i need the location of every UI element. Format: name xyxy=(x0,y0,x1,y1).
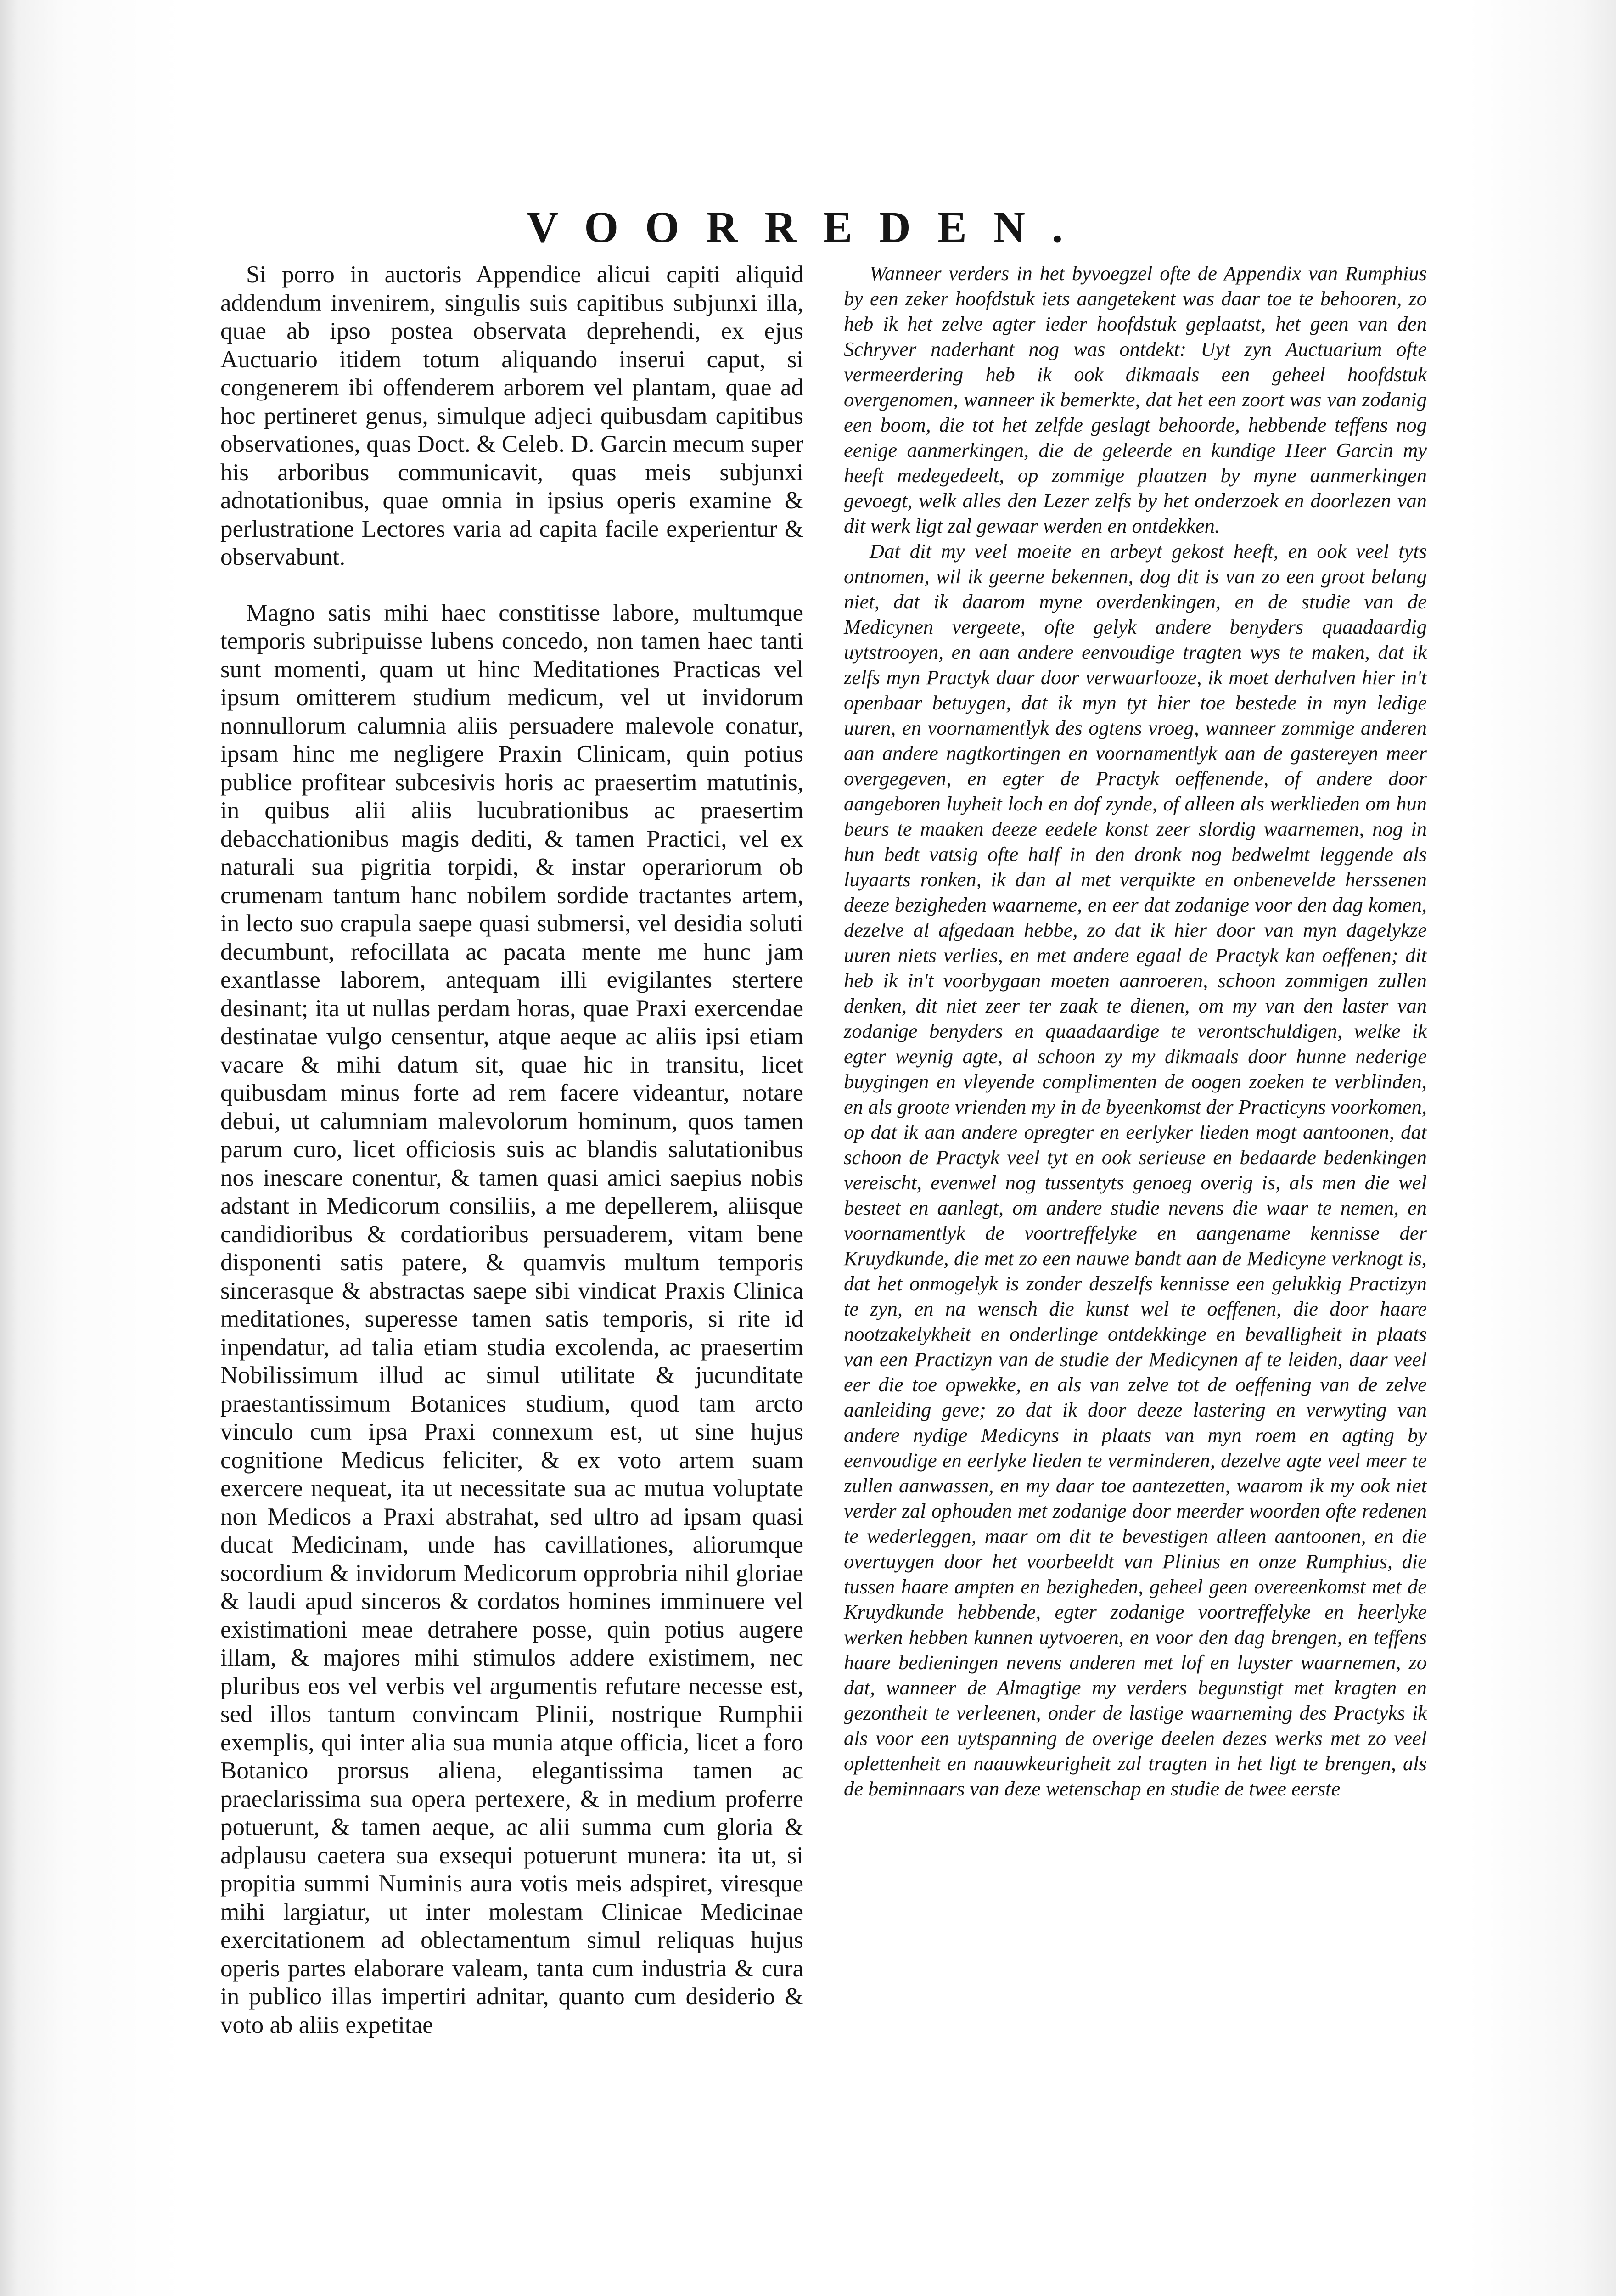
page-title: VOORREDEN. xyxy=(526,203,1090,252)
latin-column xyxy=(220,261,803,2296)
dutch-paragraph-1: Wanneer verders in het byvoegzel ofte de Appendix van Rumphius by een zeker hoofdstuk iets aangetekent was daar toe te behooren, zo heb ik het zelve agter ieder hoofdstuk geplaatst, het geen van den Schryver naderhant nog was ontdekt: Uyt zyn Auctuarium ofte vermeerdering heb ik ook dikmaals een geheel hoofdstuk overgenomen, wanneer ik bemerkte, dat het een zoort was van zodanig een boom, die tot het zelfde geslagt behoorde, hebbende teffens nog eenige aanmerkingen, die de geleerde en kundige Heer Garcin my heeft medegedeelt, op zommige plaatzen by myne aanmerkingen gevoegt, welk alles den Lezer zelfs by het onderzoek en doorlezen van dit werk ligt zal gewaar werden en ontdekken. xyxy=(844,262,1427,537)
dutch-paragraph-2: Dat dit my veel moeite en arbeyt gekost heeft, en ook veel tyts ontnomen, wil ik geerne bekennen, dog dit is van zo een groot belang niet, dat ik daarom myne overdenkingen, en de studie van de Medicynen vergeete, ofte gelyk andere benyders quaadaardig uytstrooyen, en aan andere eenvoudige tragten wys te maken, dat ik zelfs myn Practyk daar door verwaarlooze, ik moet derhalven hier in't openbaar betuygen, dat ik myn tyt hier toe bestede in myn ledige uuren, en voornamentlyk des ogtens vroeg, wanneer zommige anderen aan andere nagtkortingen en voornamentlyk aan de gastereyen meer overgegeven, en egter de Practyk oeffenende, of andere door aangeboren luyheit loch en dof zynde, of alleen als werklieden om hun beurs te maaken deeze eedele konst zeer slordig waarnemen, nog in hun bedt vatsig ofte half in den dronk nog bedwelmt leggende als luyaarts ronken, ik dan al met verquikte en onbenevelde herssenen deeze bezigheden waarneme, en eer dat zodanige voor den dag komen, dezelve al afgedaan hebbe, zo dat ik hier door van myn dagelykze uuren niets verlies, en met andere egaal de Practyk kan oeffenen; dit heb ik in't voorbygaan moeten aanroeren, schoon zommigen zullen denken, dit niet zeer ter zaak te dienen, om my van den laster van zodanige benyders en quaadaardige te verontschuldigen, welke ik egter weynig agte, al schoon zy my dikmaals door hunne nederige buygingen en vleyende complimenten de oogen zoeken te verblinden, en als groote vrienden my in de byeenkomst der Practicyns voorkomen, op dat ik aan andere opregter en eerlyker lieden mogt aantoonen, dat schoon de Practyk veel tyt en ook serieuse en bedaarde bedenkingen vereischt, evenwel nog tussentyts genoeg overig is, als men die wel besteet en aanlegt, om andere studie nevens die waar te nemen, en voornamentlyk de voortreffelyke en aangename kennisse der Kruydkunde, die met zo een nauwe bandt aan de Medicyne verknogt is, dat het onmogelyk is zonder deszelfs kennisse een gelukkig Practizyn te zyn, en na wensch die kunst wel te oeffenen, die door haare nootzakelykheit en onderlinge ontdekkinge en bevalligheit in plaats van een Practizyn van de studie der Medicynen af te leiden, daar veel eer die toe opwekke, en als van zelve tot de oeffening van de zelve aanleiding geve; zo dat ik door deeze lastering en verwyting van andere nydige Medicyns in plaats van myn roem en agting by eenvoudige en eerlyke lieden te verminderen, dezelve agte veel meer te zullen aanwassen, en my daar toe aantezetten, waarom ik my ook niet verder zal ophouden met zodanige door meerder woorden ofte redenen te wederleggen, maar om dit te bevestigen alleen aantoonen, en die overtuygen door het voorbeeldt van Plinius en onze Rumphius, die tussen haare ampten en bezigheden, geheel geen overeenkomst met de Kruydkunde hebbende, egter zodanige voortreffelyke en heerlyke werken hebben kunnen uytvoeren, en voor den dag brengen, en teffens haare bedieningen nevens anderen met lof en luyster waarnemen, zo dat, wanneer de Almagtige my verders begunstigt met kragten en gezontheit te verleenen, onder de lastige waarneming des Practyks ik als voor een uytspanning de overige deelen dezes werks met zo veel oplettenheit en naauwkeurigheit zal tragten in het ligt te brengen, als de beminnaars van deze wetenschap en studie de twee eerste xyxy=(844,540,1427,1800)
dutch-column xyxy=(844,261,1427,2296)
latin-paragraph-1: Si porro in auctoris Appendice alicui capiti aliquid addendum invenirem, singulis suis capitibus subjunxi illa, quae ab ipso postea observata deprehendi, ex ejus Auctuario itidem totum aliquando inserui caput, si congenerem ibi offenderem arborem vel plantam, quae ad hoc pertineret genus, simulque adjeci quibusdam capitibus observationes, quas Doct. & Celeb. D. Garcin mecum super his arboribus communicavit, quas meis subjunxi adnotationibus, quae omnia in ipsius operis examine & perlustratione Lectores varia ad capita facile experientur & observabunt. xyxy=(220,261,803,570)
latin-paragraph-2: Magno satis mihi haec constitisse labore, multumque temporis subripuisse lubens concedo, non tamen haec tanti sunt momenti, quam ut hinc Meditationes Practicas vel ipsum omitterem studium medicum, vel ut invidorum nonnullorum calumnia aliis persuadere malevole conatur, ipsam hinc me negligere Praxin Clinicam, quin potius publice profitear subcesivis horis ac praesertim matutinis, in quibus alii aliis lucubrationibus ac praesertim debacchationibus magis dediti, & tamen Practici, vel ex naturali sua pigritia torpidi, & instar operariorum ob crumenam tantum hanc nobilem sordide tractantes artem, in lecto suo crapula saepe quasi submersi, vel desidia soluti decumbunt, refocillata ac pacata mente me hunc jam exantlasse laborem, antequam illi evigilantes stertere desinant; ita ut nullas perdam horas, quae Praxi exercendae destinatae vulgo censentur, atque aeque ac aliis ipsi etiam vacare & mihi datum sit, quae hic in transitu, licet quibusdam minus forte ad rem facere videantur, notare debui, ut calumniam malevolorum hominum, quos tamen parum curo, licet officiosis suis ac blandis salutationibus nos inescare conentur, & tamen quasi amici saepius nobis adstant in Medicorum consiliis, a me depellerem, aliisque candidioribus & cordatioribus persuaderem, vitam bene disponenti satis patere, & quamvis multum temporis sincerasque & abstractas saepe sibi vindicat Praxis Clinica meditationes, superesse tamen satis temporis, si rite id inpendatur, ad talia etiam studia excolenda, ac praesertim Nobilissimum illud ac simul utilitate & jucunditate praestantissimum Botanices studium, quod tam arcto vinculo cum ipsa Praxi connexum est, ut sine hujus cognitione Medicus feliciter, & ex voto artem suam exercere nequeat, ita ut necessitate sua ac mutua voluptate non Medicos a Praxi abstrahat, sed ultro ad ipsam quasi ducat Medicinam, unde has cavillationes, aliorumque socordium & invidorum Medicorum opprobria nihil gloriae & laudi apud sinceros & cordatos homines imminuere vel existimationi meae detrahere posse, quin potius augere illam, & majores mihi stimulos addere existimem, nec pluribus eos vel verbis vel argumentis refutare necesse est, sed illos tantum convincam Plinii, nostrique Rumphii exemplis, qui inter alia sua munia atque officia, licet a foro Botanico prorsus aliena, elegantissima tamen ac praeclarissima sua opera pertexere, & in medium proferre potuerunt, & tamen aeque, ac alii summa cum gloria & adplausu caetera sua exsequi potuerunt munera: ita ut, si propitia summi Numinis aura votis meis adspiret, viresque mihi largiatur, ut inter molestam Clinicae Medicinae exercitationem ad oblectamentum simul reliquas hujus operis partes elaborare valeam, tanta cum industria & cura in publico illas impertiri adnitar, quanto cum desiderio & voto ab aliis expetitae xyxy=(220,599,803,2038)
